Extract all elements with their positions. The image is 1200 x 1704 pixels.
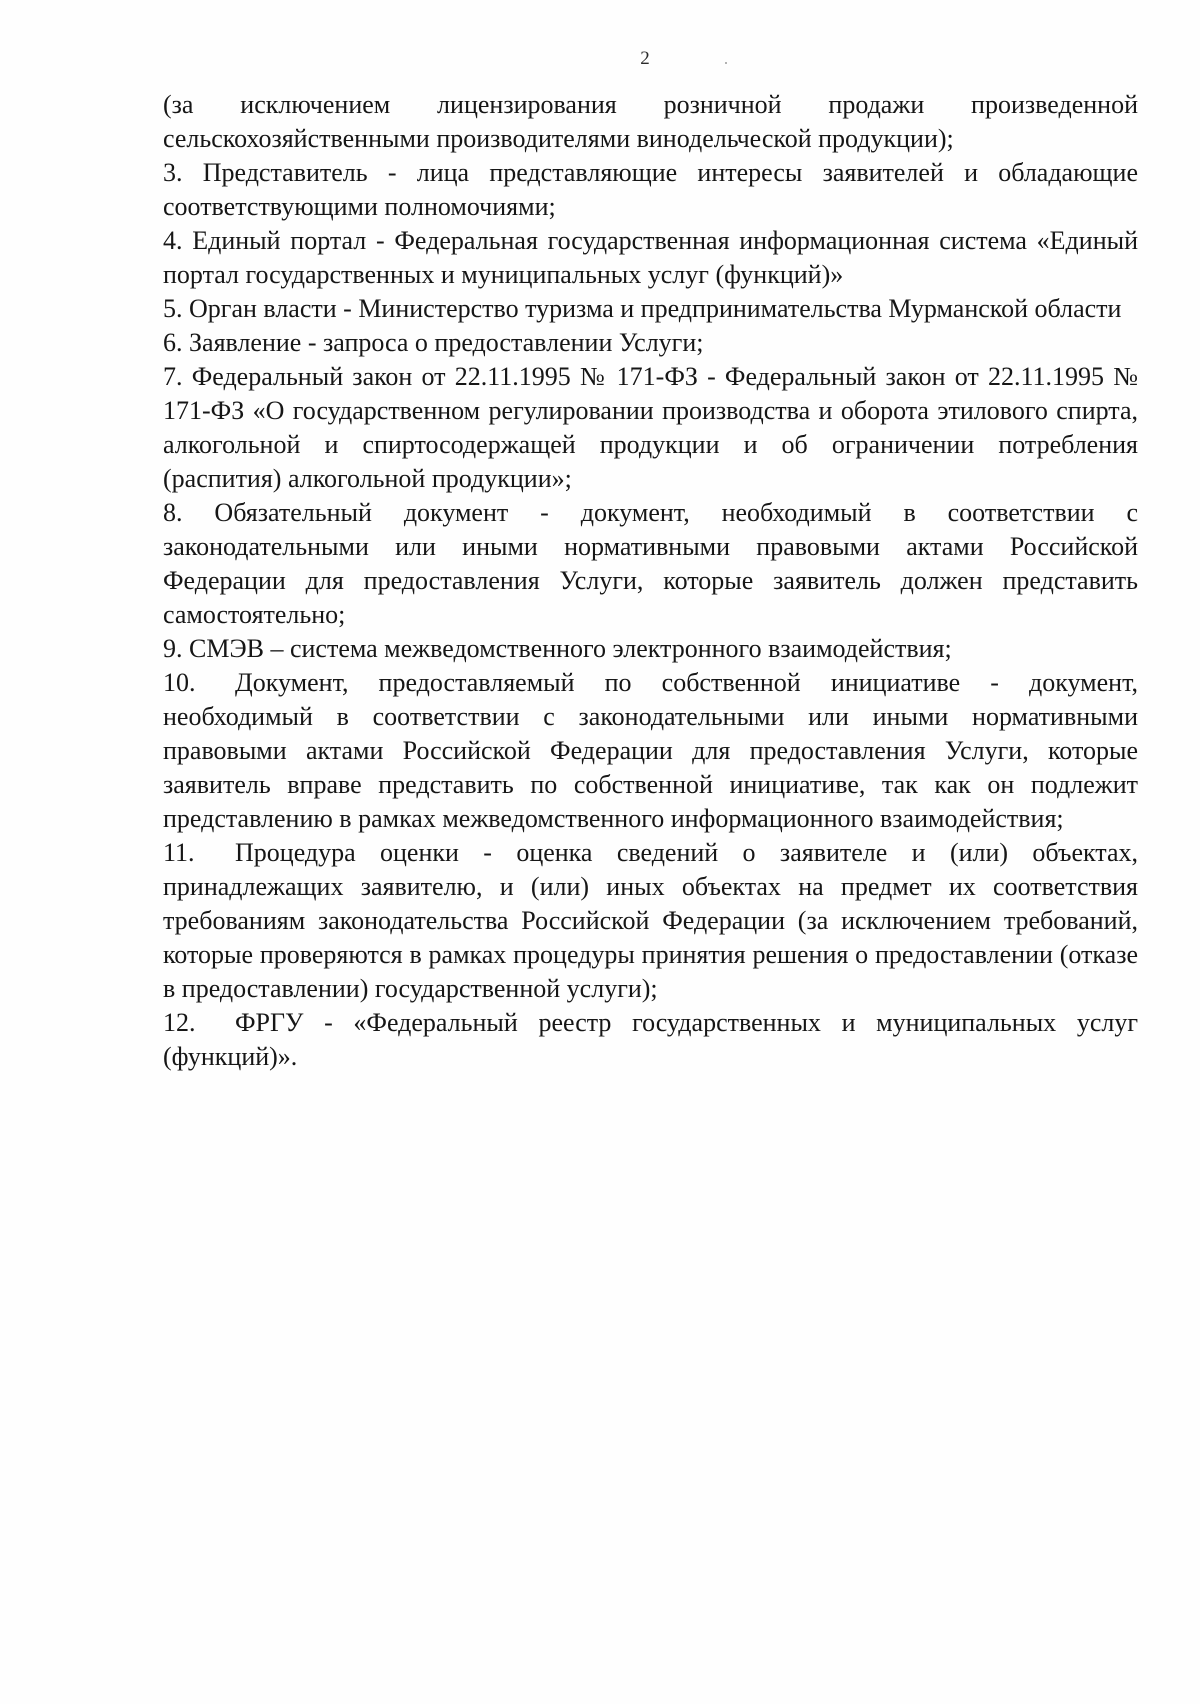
definition-item-12 bbox=[163, 1006, 1138, 1074]
item-text: Обязательный документ - документ, необходимый в соответствии с законодательными или иными нормативными правовыми актами Российской Федерации для предоставления Услуги, которые заявитель должен представить самостоятельно; bbox=[163, 498, 1139, 629]
item-number: 3. bbox=[163, 158, 183, 187]
definition-item-9 bbox=[163, 632, 1138, 666]
item-text: Заявление - запроса о предоставлении Услуги; bbox=[189, 328, 704, 357]
page-number: 2 bbox=[640, 48, 650, 69]
scan-speck bbox=[725, 62, 727, 64]
item-number: 6. bbox=[163, 328, 183, 357]
item-number: 4. bbox=[163, 226, 183, 255]
item-text: СМЭВ – система межведомственного электронного взаимодействия; bbox=[189, 634, 952, 663]
item-text: Орган власти - Министерство туризма и предпринимательства Мурманской области bbox=[189, 294, 1122, 323]
definition-item-11 bbox=[163, 836, 1138, 1006]
item-number: 7. bbox=[163, 362, 183, 391]
item-text: Представитель - лица представляющие интересы заявителей и обладающие соответствующими полномочиями; bbox=[163, 158, 1138, 221]
item-text: Федеральный закон от 22.11.1995 № 171-ФЗ - Федеральный закон от 22.11.1995 № 171-ФЗ «О государственном регулировании производства и оборота этилового спирта, алкогольной и спиртосодержащей продукции и об ограничении потребления (распития) алкогольной продукции»; bbox=[163, 362, 1138, 493]
item-number: 10. bbox=[163, 668, 196, 697]
item-text: Процедура оценки - оценка сведений о заявителе и (или) объектах, принадлежащих заявителю, и (или) иных объектах на предмет их соответствия требованиям законодательства Российской Федерации (за исключением требований, которые проверяются в рамках процедуры принятия решения о предоставлении (отказе в предоставлении) государственной услуги); bbox=[163, 838, 1138, 1003]
item-number: 11. bbox=[163, 838, 195, 867]
item-text: ФРГУ - «Федеральный реестр государственных и муниципальных услуг (функций)». bbox=[163, 1008, 1138, 1071]
definition-item-5 bbox=[163, 292, 1138, 326]
definition-item-7 bbox=[163, 360, 1138, 496]
item-number: 9. bbox=[163, 634, 183, 663]
document-body bbox=[163, 88, 1138, 1074]
item-number: 12. bbox=[163, 1008, 196, 1037]
item-text: Единый портал - Федеральная государственная информационная система «Единый портал государственных и муниципальных услуг (функций)» bbox=[163, 226, 1138, 289]
definition-item-3 bbox=[163, 156, 1138, 224]
item-text: Документ, предоставляемый по собственной инициативе - документ, необходимый в соответствии с законодательными или иными нормативными правовыми актами Российской Федерации для предоставления Услуги, которые заявитель вправе представить по собственной инициативе, так как он подлежит представлению в рамках межведомственного информационного взаимодействия; bbox=[163, 668, 1138, 833]
definition-item-6 bbox=[163, 326, 1138, 360]
definition-item-8 bbox=[163, 496, 1138, 632]
continuation-paragraph: (за исключением лицензирования розничной продажи произведенной сельскохозяйственными производителями винодельческой продукции); bbox=[163, 90, 1138, 153]
item-number: 8. bbox=[163, 498, 183, 527]
definition-item-10 bbox=[163, 666, 1138, 836]
definition-item-4 bbox=[163, 224, 1138, 292]
item-number: 5. bbox=[163, 294, 183, 323]
